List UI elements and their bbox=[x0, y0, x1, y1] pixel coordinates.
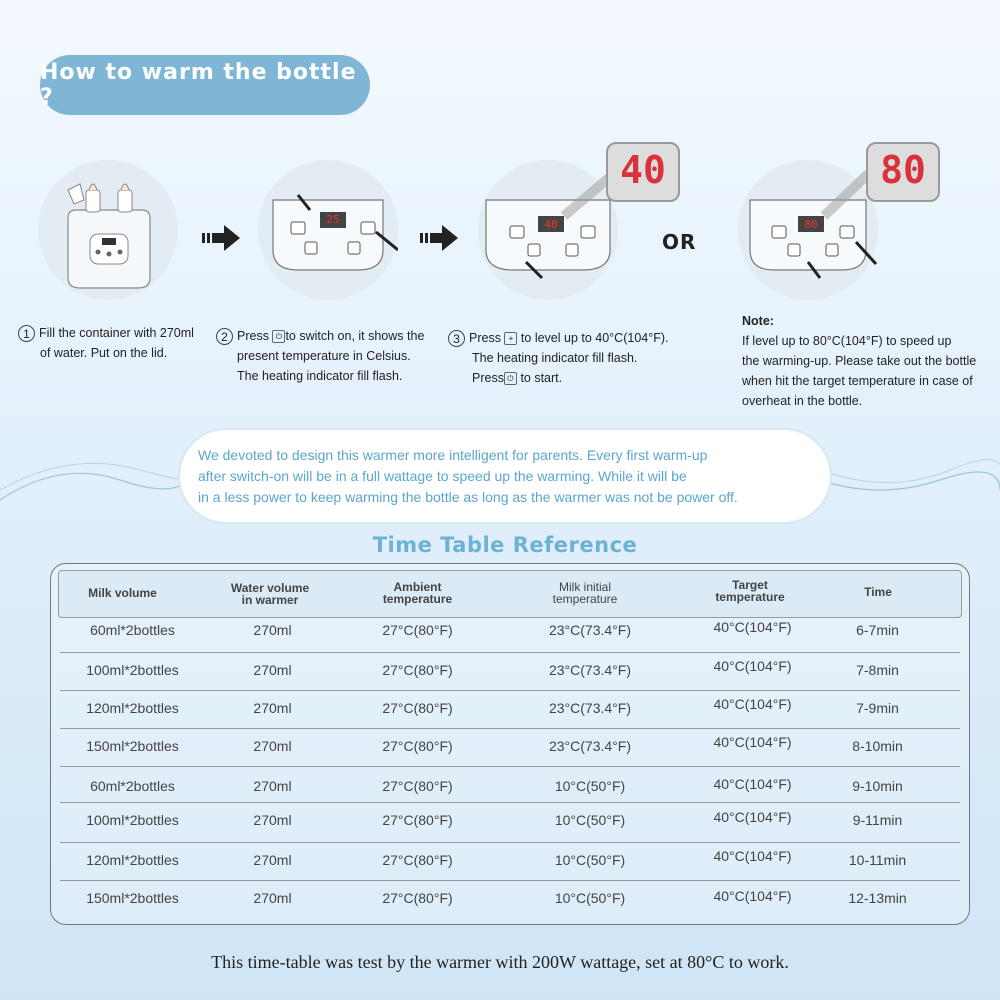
header-text: temperature bbox=[715, 590, 785, 604]
arrow-right-icon bbox=[202, 225, 240, 251]
note-title: Note: bbox=[742, 314, 774, 328]
header-time bbox=[838, 586, 918, 598]
step-number: 3 bbox=[448, 330, 465, 347]
table-cell: 27°C(80°F) bbox=[382, 738, 453, 754]
info-line3: in a less power to keep warming the bottle as long as the warmer was not be power off. bbox=[198, 489, 738, 505]
step2-text bbox=[216, 326, 456, 386]
table-cell: 270ml bbox=[253, 778, 292, 794]
power-button-icon: ⏻ bbox=[504, 372, 517, 385]
table-cell: 40°C(104°F) bbox=[713, 696, 792, 712]
table-cell: 40°C(104°F) bbox=[713, 848, 792, 864]
table-cell: 120ml*2bottles bbox=[86, 700, 179, 716]
table-cell: 270ml bbox=[253, 700, 292, 716]
bottle-warmer-icon bbox=[38, 160, 178, 300]
table-cell: 60ml*2bottles bbox=[90, 778, 175, 794]
step3-line1: to level up to 40°C(104°F). bbox=[520, 331, 669, 345]
step1-line1: Fill the container with 270ml bbox=[39, 326, 194, 340]
table-cell: 27°C(80°F) bbox=[382, 852, 453, 868]
header-text: Milk initial bbox=[558, 580, 611, 594]
table-cell: 120ml*2bottles bbox=[86, 852, 179, 868]
table-cell: 40°C(104°F) bbox=[713, 619, 792, 635]
table-cell: 10°C(50°F) bbox=[554, 852, 626, 868]
table-cell: 10°C(50°F) bbox=[554, 778, 626, 794]
header-text: in warmer bbox=[241, 593, 299, 607]
row-divider bbox=[60, 880, 960, 881]
table-cell: 150ml*2bottles bbox=[86, 890, 179, 906]
row-divider bbox=[60, 766, 960, 767]
display-80-large: 80 bbox=[880, 148, 926, 192]
table-cell: 27°C(80°F) bbox=[382, 812, 453, 828]
table-cell: 270ml bbox=[253, 812, 292, 828]
table-cell: 40°C(104°F) bbox=[713, 658, 792, 674]
zoom-display-40 bbox=[606, 142, 680, 202]
table-cell: 270ml bbox=[253, 738, 292, 754]
row-divider bbox=[60, 652, 960, 653]
table-cell: 10°C(50°F) bbox=[554, 812, 626, 828]
row-divider bbox=[60, 690, 960, 691]
step2-line1: to switch on, it shows the bbox=[285, 329, 425, 343]
note-line3: when hit the target temperature in case of bbox=[742, 374, 973, 388]
table-cell: 270ml bbox=[253, 622, 292, 638]
zoom-display-80 bbox=[866, 142, 940, 202]
table-cell: 270ml bbox=[253, 662, 292, 678]
info-line1: We devoted to design this warmer more intelligent for parents. Every first warm-up bbox=[198, 447, 708, 463]
table-cell: 100ml*2bottles bbox=[86, 812, 179, 828]
row-divider bbox=[60, 802, 960, 803]
table-cell: 60ml*2bottles bbox=[90, 622, 175, 638]
table-cell: 27°C(80°F) bbox=[382, 662, 453, 678]
power-button-icon: ⏻ bbox=[272, 330, 285, 343]
table-cell: 27°C(80°F) bbox=[382, 778, 453, 794]
table-cell: 270ml bbox=[253, 890, 292, 906]
header-text: Ambient bbox=[393, 580, 442, 594]
note-line2: the warming-up. Please take out the bottle bbox=[742, 354, 977, 368]
page-title: How to warm the bottle ? bbox=[40, 55, 370, 115]
table-cell: 12-13min bbox=[848, 890, 907, 906]
header-milk-volume bbox=[70, 587, 175, 599]
step2-illustration bbox=[258, 160, 398, 300]
info-text bbox=[198, 445, 828, 508]
table-cell: 40°C(104°F) bbox=[713, 776, 792, 792]
header-text: Water volume bbox=[230, 581, 310, 595]
plus-button-icon: + bbox=[504, 332, 517, 345]
table-cell: 23°C(73.4°F) bbox=[548, 738, 631, 754]
table-cell: 7-8min bbox=[856, 662, 899, 678]
table-cell: 9-11min bbox=[852, 812, 903, 828]
header-text: Time bbox=[864, 585, 892, 599]
table-cell: 23°C(73.4°F) bbox=[548, 622, 631, 638]
header-water-volume bbox=[215, 582, 325, 606]
step1-text bbox=[18, 323, 218, 363]
table-cell: 40°C(104°F) bbox=[713, 809, 792, 825]
header-text: temperature bbox=[382, 592, 453, 606]
table-title: Time Table Reference bbox=[372, 533, 638, 557]
control-panel-icon bbox=[258, 160, 398, 300]
note-line4: overheat in the bottle. bbox=[742, 394, 863, 408]
table-cell: 10-11min bbox=[848, 852, 907, 868]
table-cell: 8-10min bbox=[852, 738, 903, 754]
row-divider bbox=[60, 842, 960, 843]
table-cell: 40°C(104°F) bbox=[713, 888, 792, 904]
step3-line3: to start. bbox=[520, 371, 563, 385]
step3-line2: The heating indicator fill flash. bbox=[472, 351, 638, 365]
table-cell: 9-10min bbox=[852, 778, 903, 794]
table-cell: 6-7min bbox=[856, 622, 899, 638]
header-ambient bbox=[360, 581, 475, 605]
table-cell: 27°C(80°F) bbox=[382, 622, 453, 638]
footer-note: This time-table was test by the warmer with 200W wattage, set at 80°C to work. bbox=[211, 952, 789, 972]
table-cell: 10°C(50°F) bbox=[554, 890, 626, 906]
step4-illustration bbox=[738, 160, 878, 300]
table-cell: 270ml bbox=[253, 852, 292, 868]
step3-illustration bbox=[478, 160, 618, 300]
header-target bbox=[695, 579, 805, 603]
step2-line3: The heating indicator fill flash. bbox=[237, 369, 403, 383]
step-number: 2 bbox=[216, 328, 233, 345]
header-text: Milk volume bbox=[88, 586, 157, 600]
step-number: 1 bbox=[18, 325, 35, 342]
step3-press: Press bbox=[469, 331, 501, 345]
or-label: OR bbox=[662, 230, 697, 254]
step3-press2: Press bbox=[472, 371, 504, 385]
info-line2: after switch-on will be in a full wattage to speed up the warming. While it will be bbox=[198, 468, 687, 484]
table-cell: 40°C(104°F) bbox=[713, 734, 792, 750]
display-80-small: 80 bbox=[804, 218, 818, 231]
table-header bbox=[58, 570, 962, 618]
table-cell: 100ml*2bottles bbox=[86, 662, 179, 678]
table-cell: 150ml*2bottles bbox=[86, 738, 179, 754]
display-40-small: 40 bbox=[544, 218, 558, 231]
note-text bbox=[742, 311, 997, 411]
table-cell: 23°C(73.4°F) bbox=[548, 662, 631, 678]
step2-press: Press bbox=[237, 329, 269, 343]
step1-illustration bbox=[38, 160, 178, 300]
display-25: 25 bbox=[326, 213, 340, 226]
table-cell: 27°C(80°F) bbox=[382, 890, 453, 906]
table-cell: 23°C(73.4°F) bbox=[548, 700, 631, 716]
header-text: temperature bbox=[552, 592, 618, 606]
step2-line2: present temperature in Celsius. bbox=[237, 349, 411, 363]
table-cell: 27°C(80°F) bbox=[382, 700, 453, 716]
arrow-right-icon bbox=[420, 225, 458, 251]
step1-line2: of water. Put on the lid. bbox=[40, 346, 168, 360]
header-text: Target bbox=[732, 578, 768, 592]
step3-text bbox=[448, 328, 708, 388]
display-40-large: 40 bbox=[620, 148, 666, 192]
header-milk-initial bbox=[530, 581, 640, 605]
table-cell: 7-9min bbox=[856, 700, 899, 716]
note-line1: If level up to 80°C(104°F) to speed up bbox=[742, 334, 952, 348]
row-divider bbox=[60, 728, 960, 729]
